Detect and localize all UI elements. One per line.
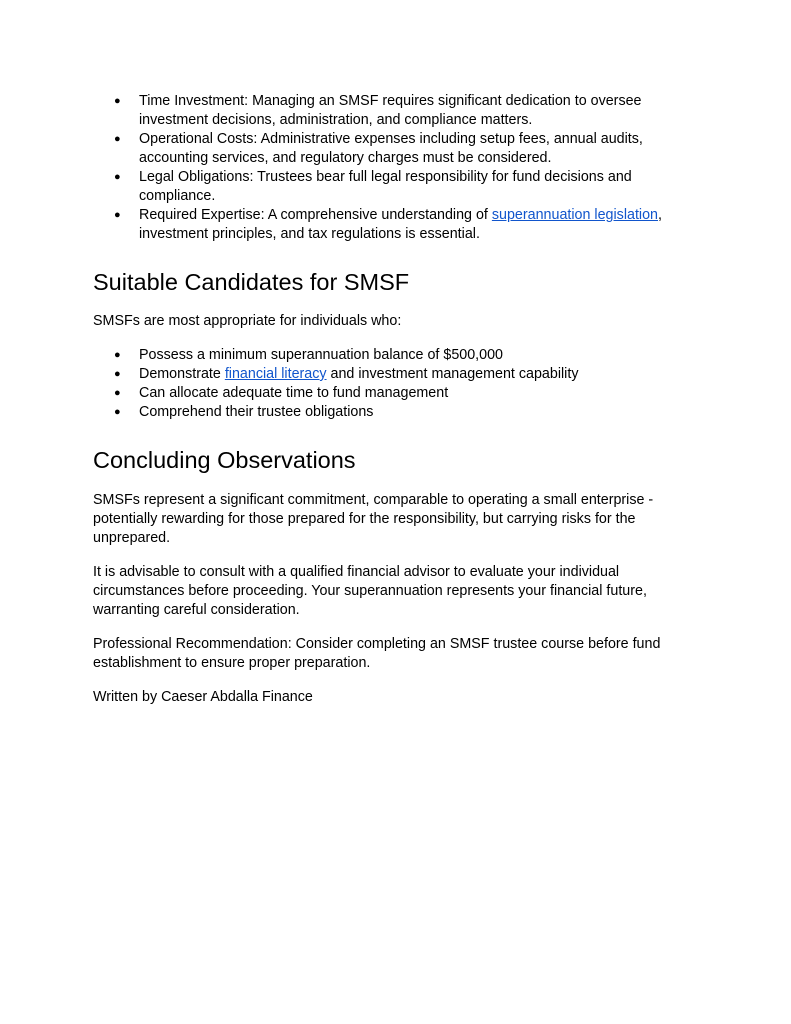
candidates-intro-text: SMSFs are most appropriate for individuals who: — [93, 313, 402, 329]
concluding-paragraph: SMSFs represent a significant commitment, comparable to operating a small enterprise - potentially rewarding for those prepared for the responsibility, but carrying risks for the unprepared. — [93, 492, 654, 546]
list-item — [93, 206, 673, 244]
recommendation-paragraph: Professional Recommendation: Consider completing an SMSF trustee course before fund establishment to ensure proper preparation. — [93, 636, 661, 671]
candidates-list — [93, 346, 673, 422]
bullet-icon: ● — [114, 209, 121, 221]
bullet-icon: ● — [114, 368, 121, 380]
bullet-icon: ● — [114, 387, 121, 399]
list-item-text-after: , investment principles, and tax regulations is essential. — [139, 207, 662, 242]
list-item-text: Possess a minimum superannuation balance of $500,000 — [139, 347, 504, 363]
list-item — [93, 365, 673, 384]
list-item-text: Can allocate adequate time to fund management — [139, 385, 449, 401]
bullet-icon: ● — [114, 133, 121, 145]
financial-literacy-link[interactable]: financial literacy — [224, 366, 327, 382]
bullet-icon: ● — [114, 95, 121, 107]
list-item — [93, 384, 673, 403]
list-item — [93, 168, 673, 206]
list-item — [93, 130, 673, 168]
section-heading-candidates: Suitable Candidates for SMSF — [93, 269, 410, 295]
superannuation-legislation-link[interactable]: superannuation legislation — [491, 207, 658, 223]
section-heading-concluding: Concluding Observations — [93, 447, 356, 473]
considerations-list — [93, 92, 673, 244]
list-item-text: Operational Costs: Administrative expenses including setup fees, annual audits, accounting services, and regulatory charges must be considered. — [139, 131, 643, 166]
list-item-text-before: Demonstrate — [139, 366, 225, 382]
bullet-icon: ● — [114, 171, 121, 183]
list-item-text: Time Investment: Managing an SMSF requires significant dedication to oversee investment decisions, administration, and compliance matters. — [139, 93, 642, 128]
concluding-paragraph: It is advisable to consult with a qualified financial advisor to evaluate your individual circumstances before proceeding. Your superannuation represents your financial future, warranting careful consideration. — [93, 564, 647, 618]
author-credit: Written by Caeser Abdalla Finance — [93, 689, 313, 705]
list-item-text-after: and investment management capability — [326, 366, 579, 382]
list-item — [93, 346, 673, 365]
list-item-text: Comprehend their trustee obligations — [139, 404, 374, 420]
list-item-text-before: Required Expertise: A comprehensive understanding of — [139, 207, 492, 223]
list-item — [93, 92, 673, 130]
bullet-icon: ● — [114, 406, 121, 418]
document-page — [93, 92, 673, 707]
list-item — [93, 403, 673, 422]
bullet-icon: ● — [114, 349, 121, 361]
list-item-text: Legal Obligations: Trustees bear full legal responsibility for fund decisions and compliance. — [139, 169, 632, 204]
